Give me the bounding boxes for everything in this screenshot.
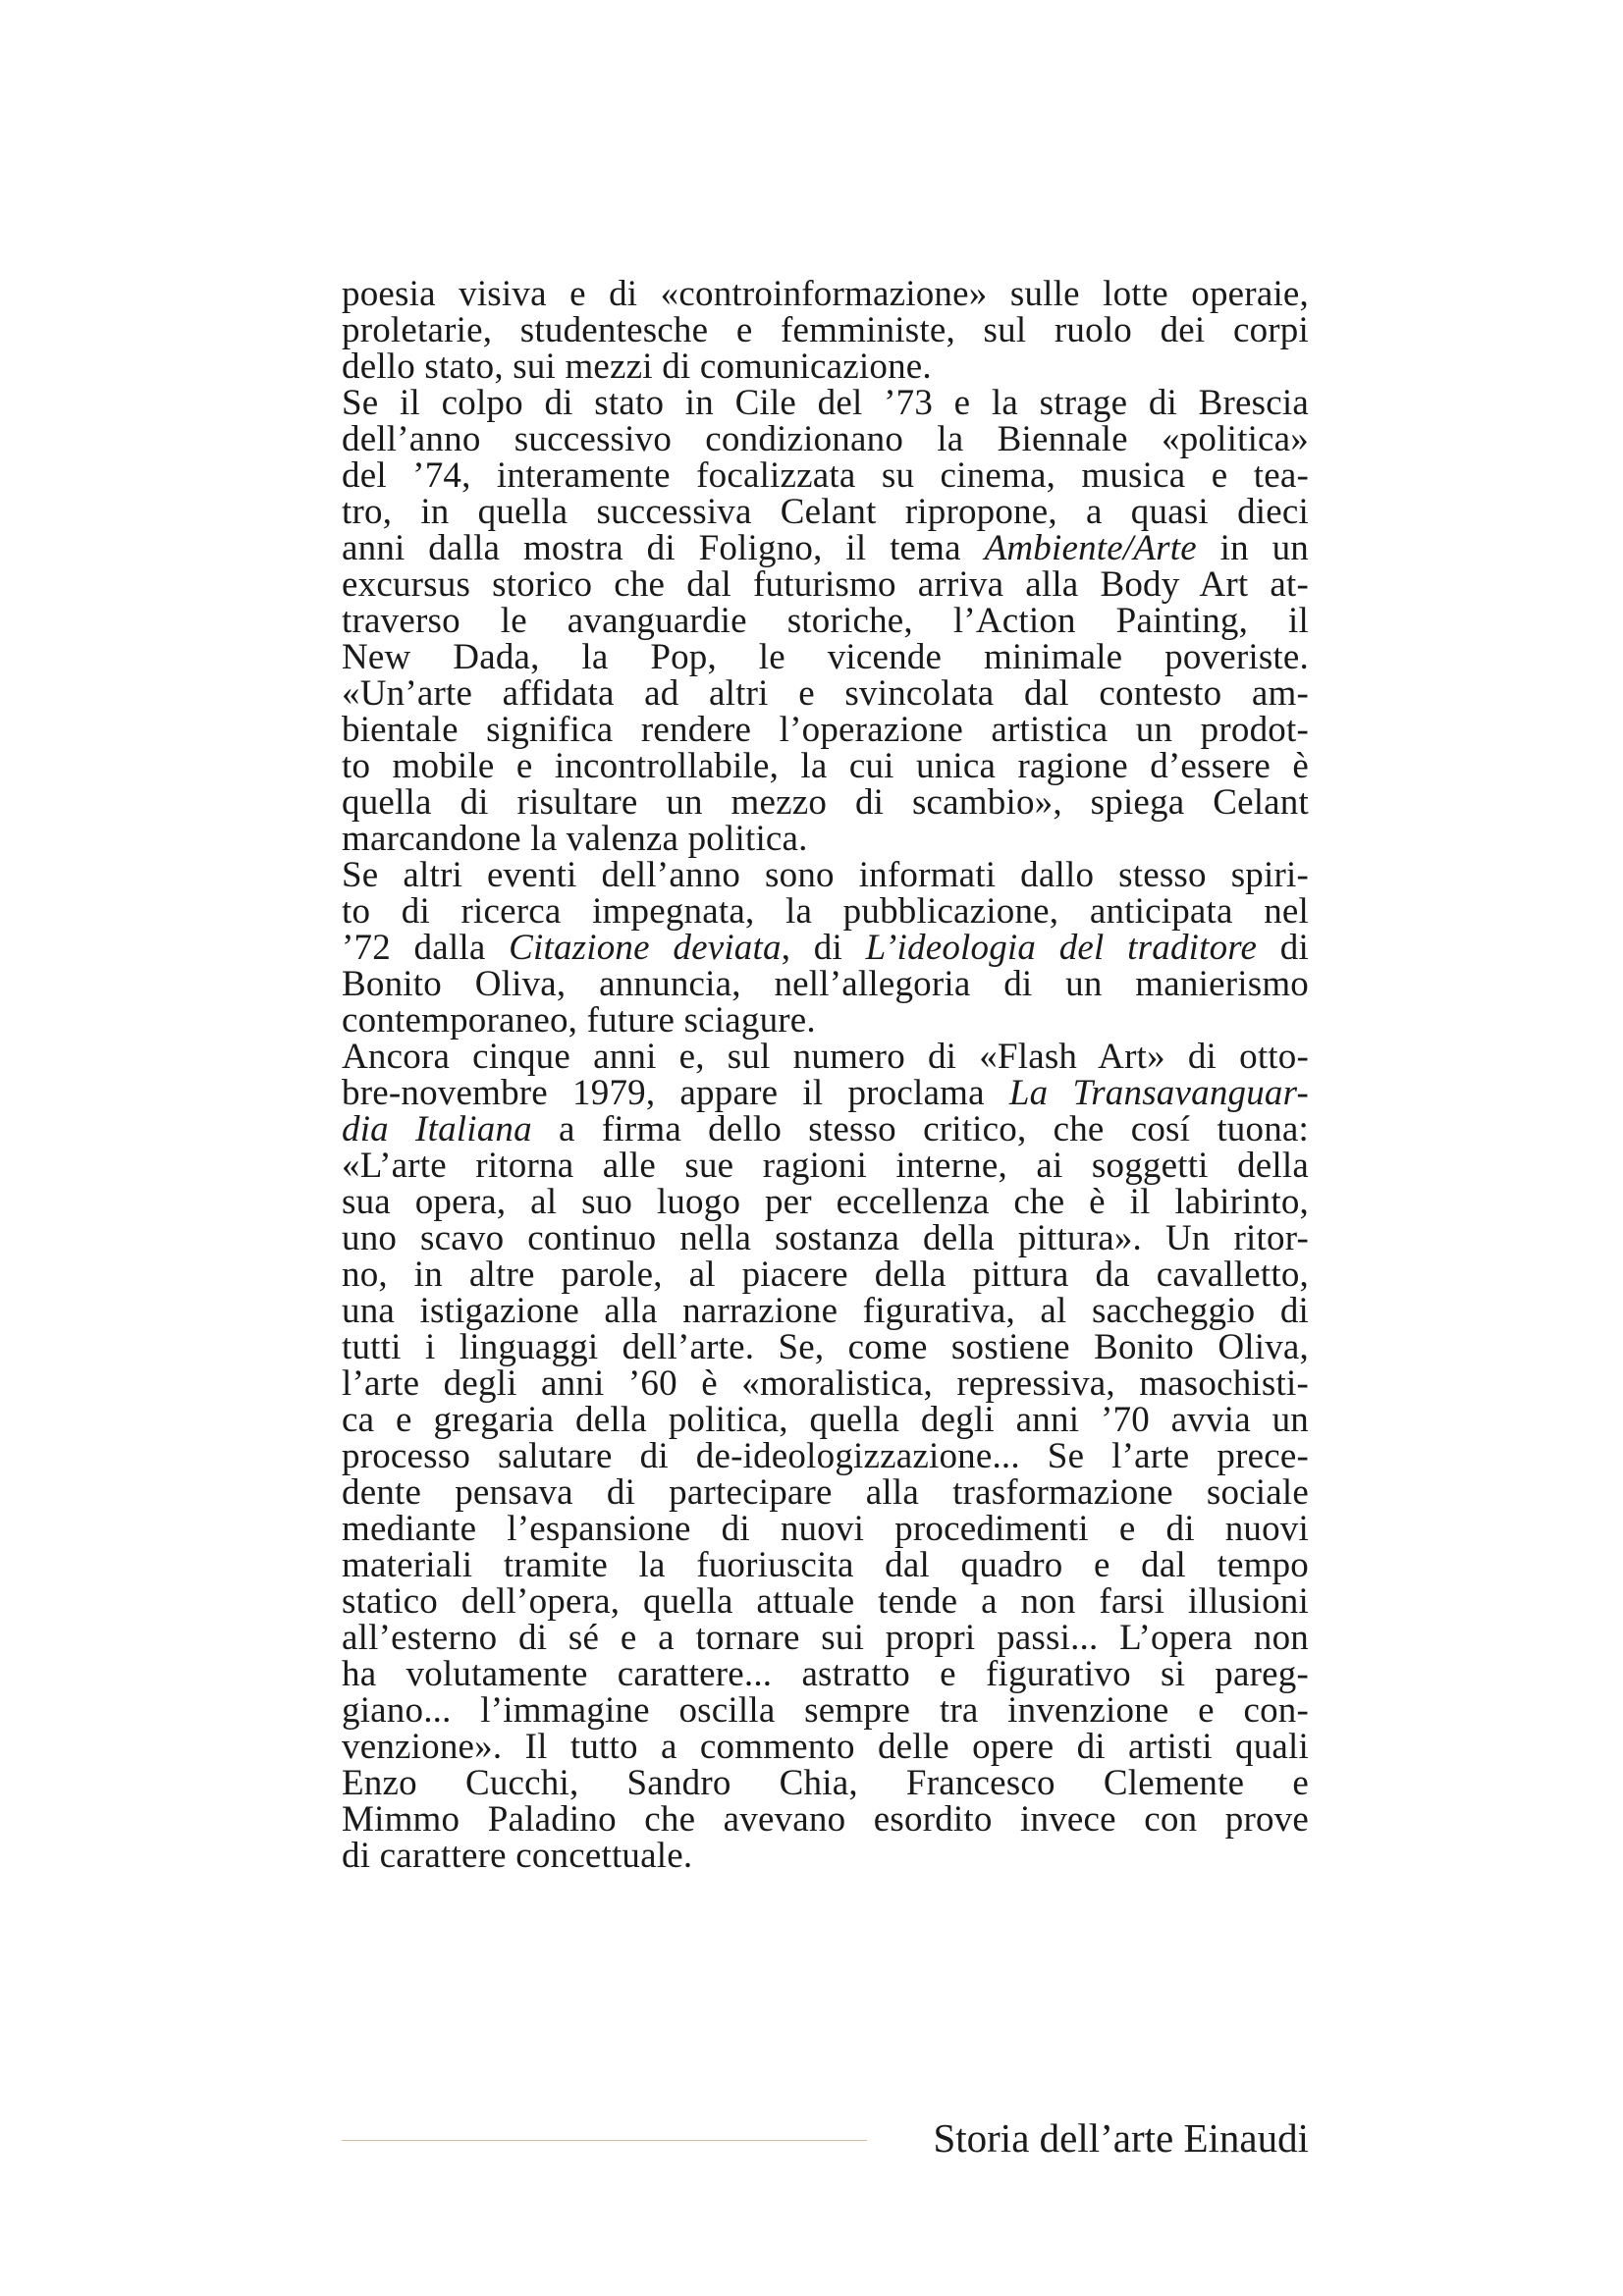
text-line: materiali tramite la fuoriuscita dal quadro e dal tempo — [342, 1545, 1309, 1585]
text-line: dello stato, sui mezzi di comunicazione. — [342, 347, 932, 387]
body-text — [342, 276, 1309, 1874]
text-line: Mimmo Paladino che avevano esordito invece con prove — [342, 1799, 1309, 1840]
text-line: uno scavo continuo nella sostanza della pittura». Un ritor- — [342, 1218, 1309, 1258]
text-line: traverso le avanguardie storiche, l’Action Painting, il — [342, 601, 1309, 641]
text-line: Bonito Oliva, annuncia, nell’allegoria di un manierismo — [342, 964, 1309, 1004]
italic-title: L’ideologia del traditore — [865, 928, 1258, 968]
text-line: mediante l’espansione di nuovi procedimenti e di nuovi — [342, 1509, 1309, 1549]
text-segment: bre-novembre 1979, appare il proclama — [342, 1073, 1009, 1113]
text-segment: , di — [781, 928, 866, 968]
text-line: New Dada, la Pop, le vicende minimale poveriste. — [342, 637, 1309, 677]
text-line: una istigazione alla narrazione figurativa, al saccheggio di — [342, 1291, 1309, 1331]
italic-title: dia Italiana — [342, 1109, 532, 1149]
text-line: l’arte degli anni ’60 è «moralistica, repressiva, masochisti- — [342, 1363, 1309, 1404]
page-footer — [342, 2115, 1309, 2164]
text-line: Enzo Cucchi, Sandro Chia, Francesco Clemente e — [342, 1763, 1309, 1803]
text-segment: ’72 dalla — [342, 928, 510, 968]
footer-title: Storia dell’arte Einaudi — [933, 2115, 1309, 2161]
text-line: ha volutamente carattere... astratto e figurativo si pareg- — [342, 1654, 1309, 1694]
text-line — [342, 530, 1309, 566]
text-line: venzione». Il tutto a commento delle opere di artisti quali — [342, 1727, 1309, 1767]
text-line: to mobile e incontrollabile, la cui unica ragione d’essere è — [342, 746, 1309, 786]
text-line: contemporaneo, future sciagure. — [342, 1000, 816, 1041]
text-line: Ancora cinque anni e, sul numero di «Flash Art» di otto- — [342, 1037, 1309, 1077]
text-line: tro, in quella successiva Celant ripropone, a quasi dieci — [342, 492, 1309, 532]
text-line: Se il colpo di stato in Cile del ’73 e la strage di Brescia — [342, 383, 1309, 423]
text-line: quella di risultare un mezzo di scambio», spiega Celant — [342, 782, 1309, 823]
text-line: processo salutare di de-ideologizzazione... Se l’arte prece- — [342, 1436, 1309, 1476]
text-line: «Un’arte affidata ad altri e svincolata dal contesto am- — [342, 673, 1309, 714]
text-line — [342, 1075, 1309, 1111]
text-line: all’esterno di sé e a tornare sui propri passi... L’opera non — [342, 1618, 1309, 1658]
text-line: excursus storico che dal futurismo arriva alla Body Art at- — [342, 564, 1309, 605]
text-line: poesia visiva e di «controinformazione» sulle lotte operaie, — [342, 274, 1309, 314]
italic-title: Citazione deviata — [509, 928, 782, 968]
text-segment: a firma dello stesso critico, che cosí tuona: — [531, 1109, 1309, 1149]
footer-rule — [342, 2140, 867, 2141]
text-line: no, in altre parole, al piacere della pittura da cavalletto, — [342, 1255, 1309, 1295]
text-line: del ’74, interamente focalizzata su cinema, musica e tea- — [342, 455, 1309, 496]
italic-title: Ambiente/Arte — [984, 528, 1197, 568]
text-line: dente pensava di partecipare alla trasformazione sociale — [342, 1472, 1309, 1513]
text-line — [342, 1111, 1309, 1148]
text-line: marcandone la valenza politica. — [342, 819, 808, 859]
text-line — [342, 930, 1309, 966]
text-segment: in un — [1196, 528, 1310, 568]
text-line: tutti i linguaggi dell’arte. Se, come sostiene Bonito Oliva, — [342, 1327, 1309, 1367]
text-line: Se altri eventi dell’anno sono informati dallo stesso spiri- — [342, 855, 1309, 895]
text-line: dell’anno successivo condizionano la Biennale «politica» — [342, 419, 1309, 459]
text-line: bientale significa rendere l’operazione artistica un prodot- — [342, 710, 1309, 750]
text-line: to di ricerca impegnata, la pubblicazione, anticipata nel — [342, 891, 1309, 932]
text-segment: di — [1257, 928, 1309, 968]
text-line: di carattere concettuale. — [342, 1836, 693, 1876]
text-segment: anni dalla mostra di Foligno, il tema — [342, 528, 985, 568]
text-line: «L’arte ritorna alle sue ragioni interne, ai soggetti della — [342, 1146, 1309, 1186]
text-line: giano... l’immagine oscilla sempre tra invenzione e con- — [342, 1690, 1309, 1731]
text-line: proletarie, studentesche e femministe, sul ruolo dei corpi — [342, 310, 1309, 350]
text-line: sua opera, al suo luogo per eccellenza che è il labirinto, — [342, 1182, 1309, 1222]
text-line: statico dell’opera, quella attuale tende a non farsi illusioni — [342, 1581, 1309, 1622]
text-line: ca e gregaria della politica, quella degli anni ’70 avvia un — [342, 1400, 1309, 1440]
italic-title: La Transavanguar- — [1008, 1073, 1309, 1113]
